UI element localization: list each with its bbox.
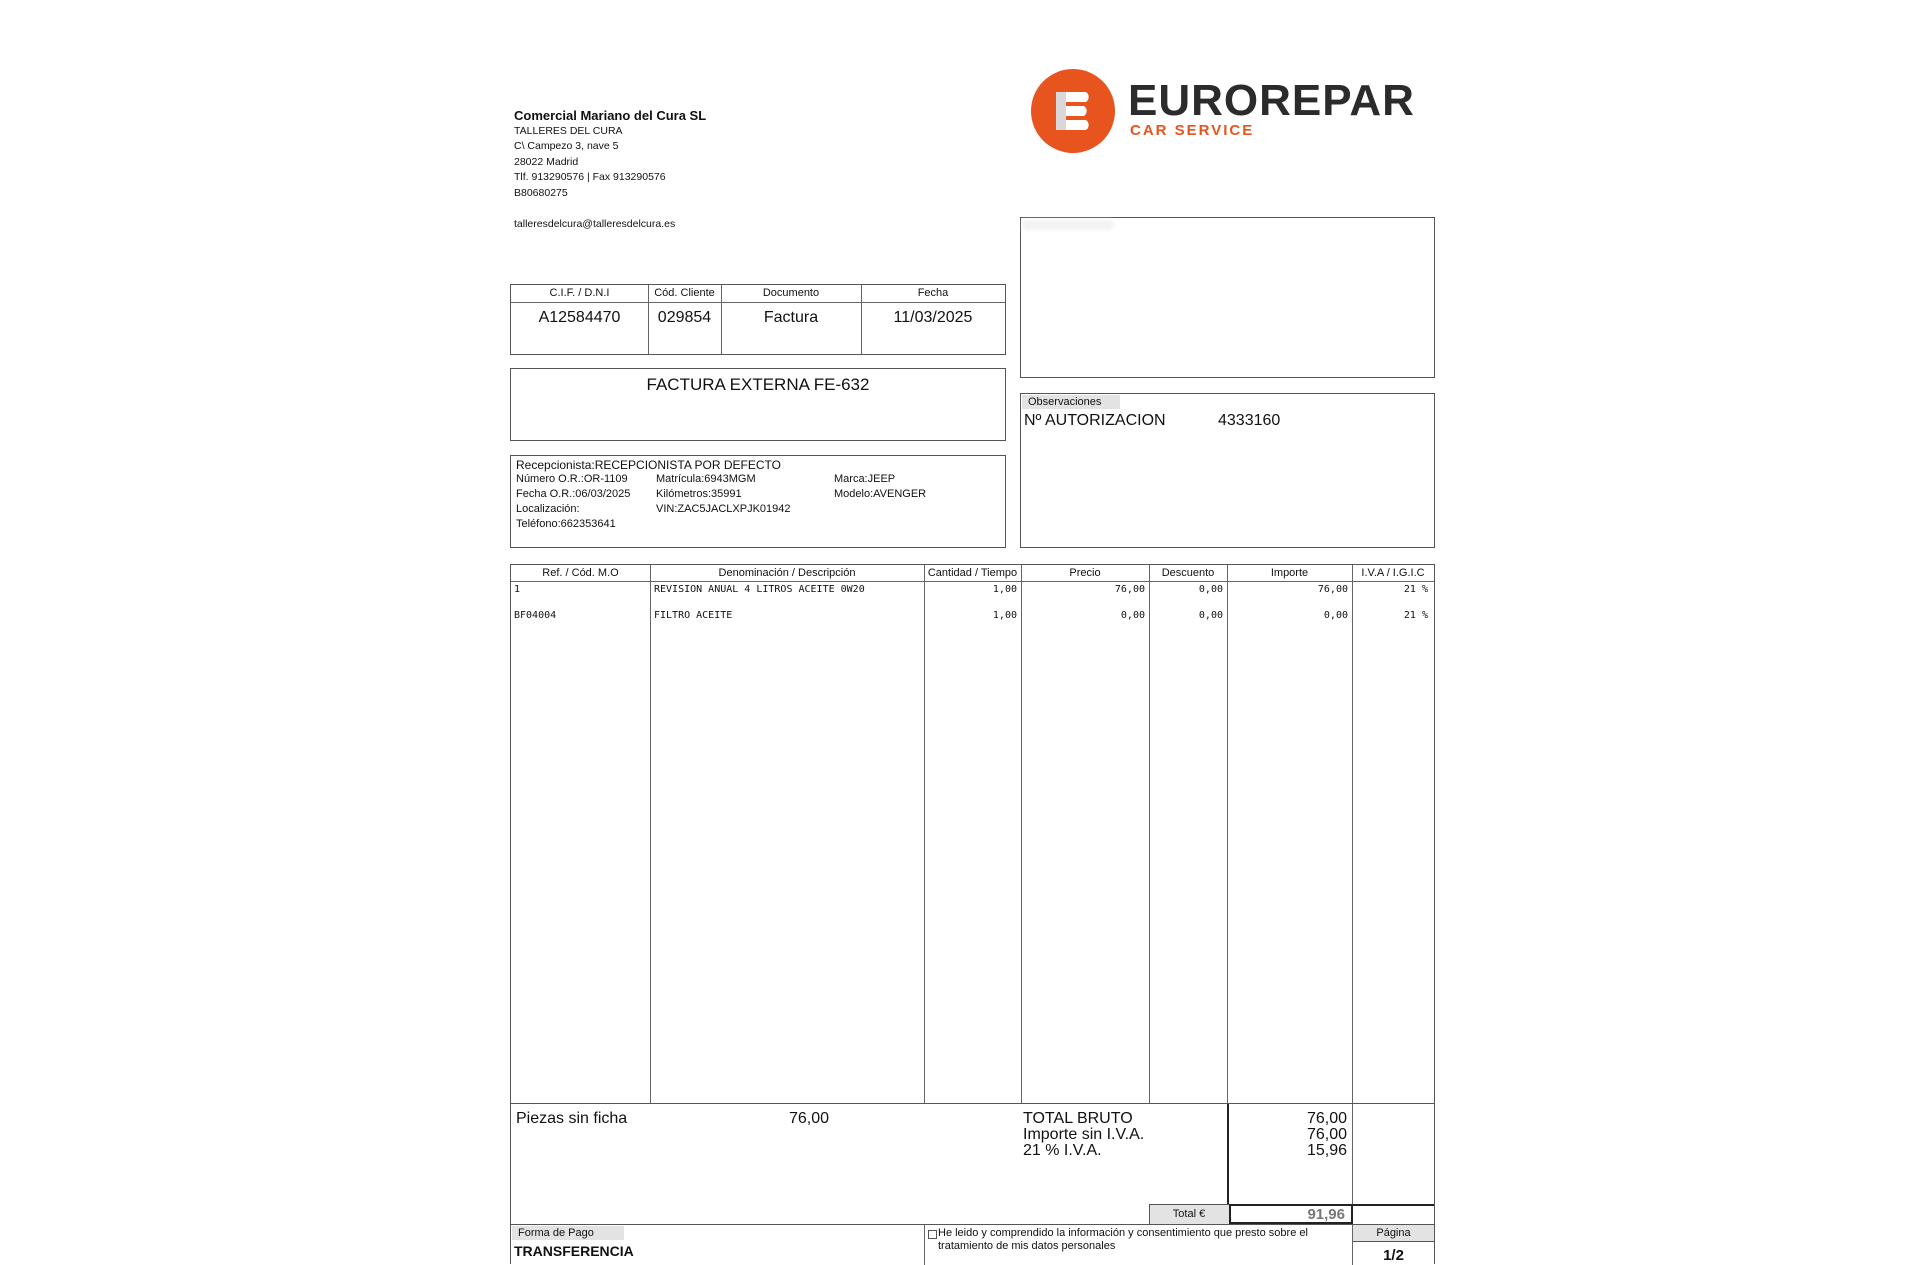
- row-discount: 0,00: [1198, 584, 1223, 595]
- eurorepar-logo: [1030, 68, 1440, 154]
- col-header-quantity: Cantidad / Tiempo: [927, 567, 1018, 579]
- parts-value: 76,00: [789, 1110, 830, 1127]
- net-value: 76,00: [1306, 1126, 1347, 1143]
- row-description: FILTRO ACEITE: [654, 610, 733, 621]
- meta-header-client-code: Cód. Cliente: [654, 287, 715, 299]
- authorization-value: 4333160: [1218, 412, 1281, 429]
- page-label-cell: [1353, 1225, 1434, 1242]
- or-date: Fecha O.R.:06/03/2025: [516, 488, 631, 500]
- plate: Matrícula:6943MGM: [656, 473, 756, 485]
- vehicle-info-box: [510, 455, 1006, 548]
- meta-header-document: Documento: [762, 287, 820, 299]
- total-label: Total €: [1172, 1208, 1206, 1220]
- col-header-price: Precio: [1069, 567, 1101, 579]
- consent-text-line2: tratamiento de mis datos personales: [938, 1240, 1116, 1252]
- invoice-title-box: [510, 368, 1006, 441]
- row-vat: 21 %: [1403, 584, 1428, 595]
- line-items-table: [510, 564, 1435, 1104]
- observations-label: Observaciones: [1022, 395, 1120, 409]
- vat-value: 15,96: [1306, 1142, 1347, 1159]
- parts-label: Piezas sin ficha: [516, 1110, 628, 1127]
- company-email: talleresdelcura@talleresdelcura.es: [514, 218, 676, 230]
- company-address: C\ Campezo 3, nave 5: [514, 140, 619, 152]
- or-number: Número O.R.:OR-1109: [516, 473, 628, 485]
- blurred-label: [1023, 220, 1113, 230]
- vat-label: 21 % I.V.A.: [1023, 1142, 1102, 1159]
- consent-text-line1: He leido y comprendido la información y consentimiento que presto sobre el: [938, 1227, 1308, 1239]
- observations-box: [1020, 393, 1435, 548]
- row-description: REVISION ANUAL 4 LITROS ACEITE 0W20: [654, 584, 865, 595]
- meta-header-date: Fecha: [917, 287, 949, 299]
- row-discount: 0,00: [1198, 610, 1223, 621]
- meta-header-cif: C.I.F. / D.N.I: [549, 287, 610, 299]
- company-cif: B80680275: [514, 187, 568, 199]
- vehicle-model: Modelo:AVENGER: [834, 488, 927, 500]
- row-price: 0,00: [1120, 610, 1145, 621]
- gross-value: 76,00: [1306, 1110, 1347, 1127]
- col-header-vat: I.V.A / I.G.I.C: [1361, 567, 1425, 579]
- meta-cif-value: A12584470: [538, 309, 621, 326]
- meta-document-value: Factura: [763, 309, 819, 326]
- col-header-description: Denominación / Descripción: [718, 567, 856, 579]
- col-header-ref: Ref. / Cód. M.O: [542, 567, 619, 579]
- totals-section: [510, 1103, 1435, 1225]
- row-quantity: 1,00: [992, 610, 1017, 621]
- document-meta-table: [510, 284, 1006, 355]
- row-amount: 76,00: [1317, 584, 1348, 595]
- total-label-cell: [1149, 1204, 1229, 1224]
- row-vat: 21 %: [1403, 610, 1428, 621]
- total-value-cell: [1229, 1204, 1353, 1224]
- company-trade-name: TALLERES DEL CURA: [514, 125, 623, 137]
- row-ref: BF04004: [514, 610, 557, 621]
- location: Localización:: [516, 503, 580, 515]
- kilometers: Kilómetros:35991: [656, 488, 742, 500]
- customer-phone: Teléfono:662353641: [516, 518, 616, 530]
- col-header-amount: Importe: [1270, 567, 1309, 579]
- page-label: Página: [1376, 1227, 1411, 1239]
- row-quantity: 1,00: [992, 584, 1017, 595]
- net-label: Importe sin I.V.A.: [1023, 1126, 1145, 1143]
- company-city: 28022 Madrid: [514, 156, 579, 168]
- footer-section: [510, 1224, 1435, 1264]
- logo-brand: EUROREPAR: [1128, 76, 1415, 125]
- total-value: 91,96: [1307, 1206, 1345, 1223]
- gross-label: TOTAL BRUTO: [1023, 1110, 1133, 1127]
- col-header-discount: Descuento: [1161, 567, 1215, 579]
- company-phone-fax: Tlf. 913290576 | Fax 913290576: [514, 171, 666, 183]
- page-value: 1/2: [1383, 1247, 1404, 1264]
- row-price: 76,00: [1114, 584, 1145, 595]
- customer-address-box: [1020, 217, 1435, 378]
- receptionist: Recepcionista:RECEPCIONISTA POR DEFECTO: [516, 458, 781, 472]
- invoice-title: FACTURA EXTERNA FE-632: [646, 375, 870, 394]
- payment-label: Forma de Pago: [512, 1226, 624, 1240]
- meta-client-code-value: 029854: [657, 309, 712, 326]
- consent-checkbox[interactable]: [928, 1230, 937, 1239]
- meta-date-value: 11/03/2025: [893, 309, 973, 326]
- row-amount: 0,00: [1323, 610, 1348, 621]
- logo-e-icon: [1030, 68, 1116, 154]
- vehicle-brand: Marca:JEEP: [834, 473, 896, 485]
- company-name: Comercial Mariano del Cura SL: [514, 108, 707, 123]
- row-ref: 1: [514, 584, 521, 595]
- payment-value: TRANSFERENCIA: [514, 1243, 634, 1259]
- vin: VIN:ZAC5JACLXPJK01942: [656, 503, 791, 515]
- authorization-label: Nº AUTORIZACION: [1024, 412, 1166, 429]
- logo-tagline: CAR SERVICE: [1130, 122, 1255, 139]
